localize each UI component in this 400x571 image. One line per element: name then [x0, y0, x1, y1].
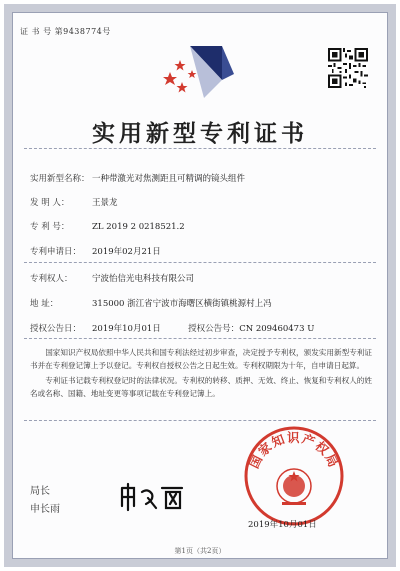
certificate-body: [30, 346, 372, 402]
issue-date: 2019年10月01日: [248, 520, 317, 530]
svg-text:国家知识产权局: [246, 430, 342, 471]
certificate-number: 证 书 号 第9438774号: [20, 27, 111, 36]
field-utility-model-name: [30, 172, 245, 184]
field-application-date: [30, 245, 161, 257]
field-value: CN 209460473 U: [239, 324, 315, 334]
field-grant-date: [30, 322, 314, 334]
field-patentee: [30, 272, 194, 284]
body-paragraph: 专利证书记载专利权登记时的法律状况。专利权的转移、质押、无效、终止、恢复和专利权人的姓名或名称、国籍、地址变更等事项记载在专利登记簿上。: [30, 376, 372, 398]
field-label: 授权公告号：: [188, 324, 240, 334]
field-value: 一种带激光对焦测距且可精调的镜头组件: [92, 174, 246, 184]
divider: [24, 148, 376, 149]
field-value: 2019年02月21日: [92, 247, 161, 257]
field-label: 专利申请日：: [30, 247, 82, 257]
director-name: 申长雨: [30, 504, 60, 515]
field-label: 授权公告日：: [30, 324, 82, 334]
field-label: 专利权人：: [30, 274, 73, 284]
field-value: 王景龙: [92, 198, 118, 208]
official-seal: [242, 424, 346, 528]
divider: [24, 262, 376, 263]
page-number: 第1页（共2页）: [174, 547, 226, 555]
seal-text: 国家知识产权局: [246, 430, 342, 471]
director-signature: [118, 482, 186, 512]
field-label: 专 利 号：: [30, 222, 70, 232]
field-label: 发 明 人：: [30, 198, 70, 208]
divider: [24, 338, 376, 339]
divider: [24, 420, 376, 421]
body-paragraph: 国家知识产权局依照中华人民共和国专利法经过初步审查，决定授予专利权，颁发实用新型专利证书并在专利登记簿上予以登记。专利权自授权公告之日起生效。专利权期限为十年，自申请日起算。: [30, 348, 372, 370]
field-value: 宁波怡信光电科技有限公司: [92, 274, 195, 284]
field-value: 315000 浙江省宁波市海曙区横街镇桃源村上冯: [92, 299, 272, 309]
field-label: 实用新型名称：: [30, 174, 90, 184]
cnipa-emblem-icon: [160, 40, 240, 104]
field-label: 地 址：: [30, 299, 59, 309]
qr-code-icon: [328, 48, 368, 88]
field-inventor: [30, 196, 118, 208]
director-title: 局长: [30, 486, 50, 497]
field-patent-number: [30, 220, 185, 232]
field-value: ZL 2019 2 0218521.2: [92, 222, 185, 232]
page-title: 实用新型专利证书: [92, 120, 308, 147]
field-value: 2019年10月01日: [92, 324, 161, 334]
field-address: [30, 297, 272, 309]
